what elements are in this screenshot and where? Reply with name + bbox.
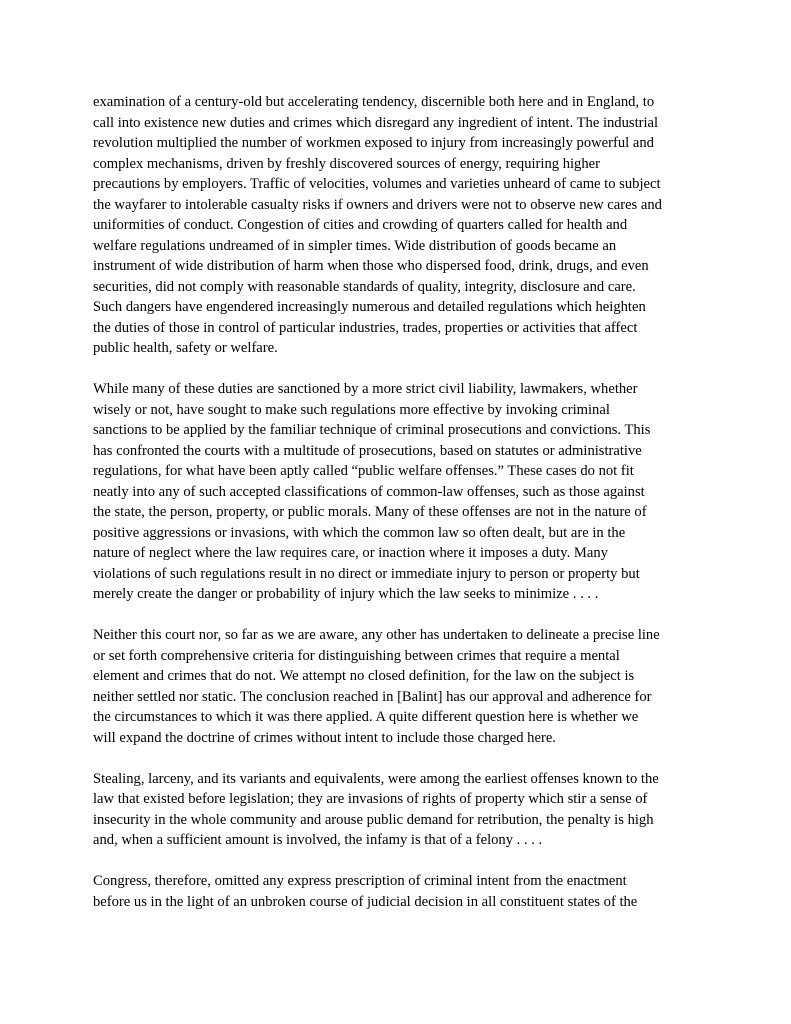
document-page bbox=[93, 92, 705, 933]
text-line: neatly into any of such accepted classifications of common-law offenses, such as those against bbox=[93, 483, 645, 500]
paragraph-3 bbox=[93, 625, 705, 748]
text-line: instrument of wide distribution of harm when those who dispersed food, drink, drugs, and even bbox=[93, 258, 649, 274]
text-line: law that existed before legislation; they are invasions of rights of property which stir a sense of bbox=[93, 791, 648, 807]
text-line: element and crimes that do not. We attempt no closed definition, for the law on the subject is bbox=[93, 668, 635, 684]
text-line: sanctions to be applied by the familiar technique of criminal prosecutions and convictions. This bbox=[93, 422, 651, 438]
text-line: and, when a sufficient amount is involved, the infamy is that of a felony . . . . bbox=[93, 832, 543, 848]
text-line: the state, the person, property, or public morals. Many of these offenses are not in the nature of bbox=[93, 504, 647, 520]
text-line: insecurity in the whole community and arouse public demand for retribution, the penalty is high bbox=[93, 811, 654, 828]
text-line: revolution multiplied the number of workmen exposed to injury from increasingly powerful and bbox=[93, 135, 654, 151]
paragraph-5 bbox=[93, 871, 705, 912]
text-line: call into existence new duties and crimes which disregard any ingredient of intent. The industrial bbox=[93, 114, 659, 131]
text-line: Stealing, larceny, and its variants and equivalents, were among the earliest offenses known to the bbox=[93, 770, 659, 787]
text-line: the wayfarer to intolerable casualty risks if owners and drivers were not to observe new cares and bbox=[93, 196, 662, 213]
text-line: securities, did not comply with reasonable standards of quality, integrity, disclosure and care. bbox=[93, 278, 636, 295]
text-line: regulations, for what have been aptly called “public welfare offenses.” These cases do not fit bbox=[93, 463, 634, 479]
text-line: precautions by employers. Traffic of velocities, volumes and varieties unheard of came to subject bbox=[93, 176, 661, 192]
paragraph-2 bbox=[93, 379, 705, 605]
text-line: the duties of those in control of particular industries, trades, properties or activities that affect bbox=[93, 319, 638, 336]
text-line: Such dangers have engendered increasingly numerous and detailed regulations which heighten bbox=[93, 299, 646, 315]
text-line: complex mechanisms, driven by freshly discovered sources of energy, requiring higher bbox=[93, 155, 600, 172]
text-line: merely create the danger or probability of injury which the law seeks to minimize . . . . bbox=[93, 586, 599, 602]
text-line: examination of a century-old but accelerating tendency, discernible both here and in England, to bbox=[93, 94, 655, 110]
text-line: positive aggressions or invasions, with which the common law so often dealt, but are in the bbox=[93, 524, 626, 541]
text-line: will expand the doctrine of crimes without intent to include those charged here. bbox=[93, 729, 556, 746]
text-line: before us in the light of an unbroken course of judicial decision in all constituent states of the bbox=[93, 893, 638, 910]
text-line: the circumstances to which it was there applied. A quite different question here is whether we bbox=[93, 709, 639, 725]
text-line: wisely or not, have sought to make such regulations more effective by invoking criminal bbox=[93, 401, 610, 418]
paragraph-1 bbox=[93, 92, 705, 359]
text-line: has confronted the courts with a multitude of prosecutions, based on statutes or administrative bbox=[93, 442, 642, 459]
text-line: Neither this court nor, so far as we are aware, any other has undertaken to delineate a precise line bbox=[93, 627, 660, 643]
text-line: public health, safety or welfare. bbox=[93, 340, 278, 356]
text-line: or set forth comprehensive criteria for distinguishing between crimes that require a mental bbox=[93, 647, 620, 664]
text-line: welfare regulations undreamed of in simpler times. Wide distribution of goods became an bbox=[93, 237, 617, 254]
text-line: While many of these duties are sanctioned by a more strict civil liability, lawmakers, whether bbox=[93, 381, 638, 397]
text-line: nature of neglect where the law requires care, or inaction where it imposes a duty. Many bbox=[93, 545, 608, 561]
text-line: Congress, therefore, omitted any express prescription of criminal intent from the enactment bbox=[93, 873, 627, 889]
text-line: neither settled nor static. The conclusion reached in [Balint] has our approval and adherence for bbox=[93, 688, 652, 705]
text-line: uniformities of conduct. Congestion of cities and crowding of quarters called for health and bbox=[93, 217, 628, 233]
text-line: violations of such regulations result in no direct or immediate injury to person or property but bbox=[93, 565, 640, 582]
paragraph-4 bbox=[93, 769, 705, 851]
